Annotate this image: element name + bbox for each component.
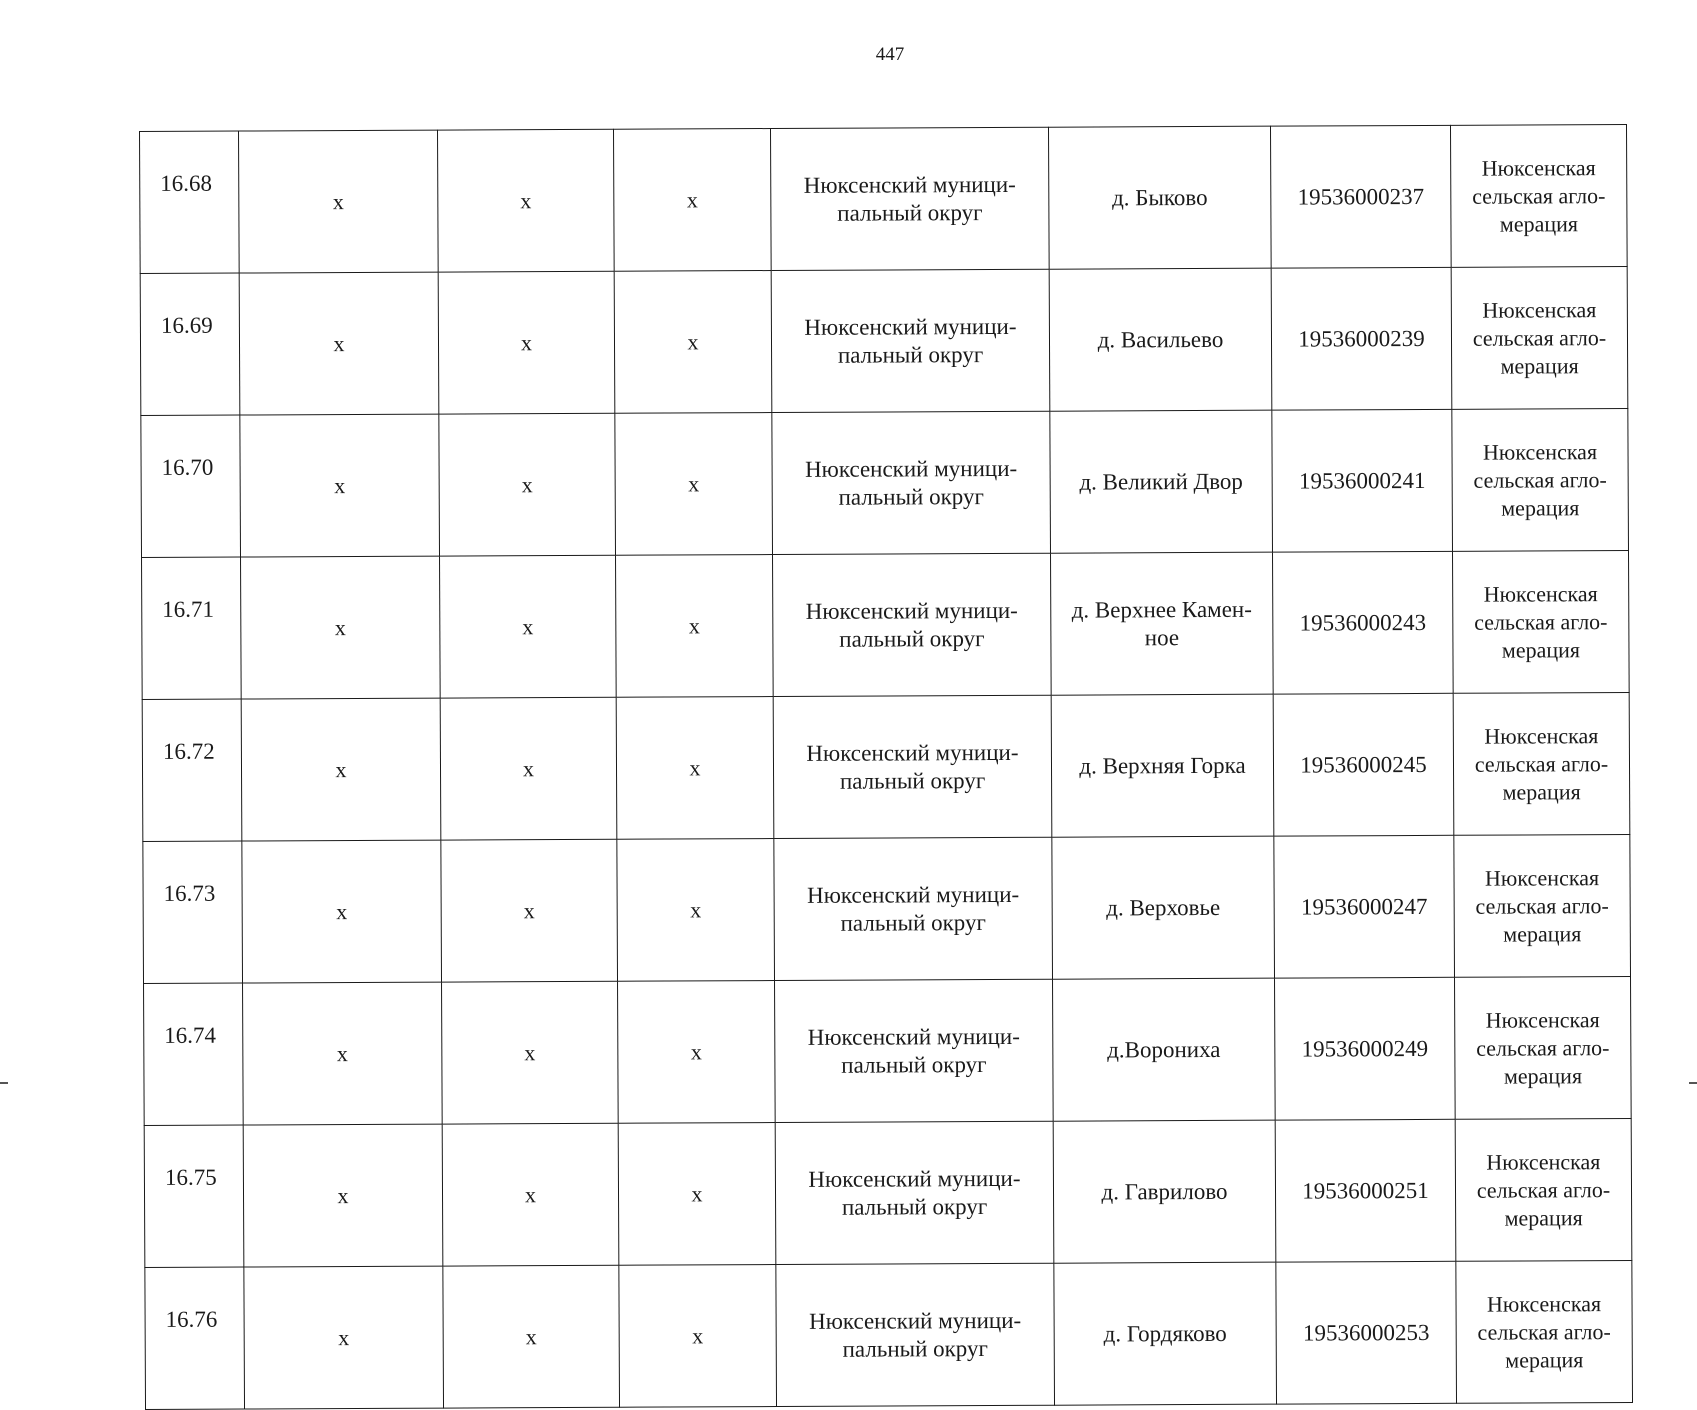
cell-line: Нюксенский муници-: [804, 455, 1018, 482]
x-mark-cell: x: [613, 129, 771, 272]
row-number-cell: 16.72: [142, 699, 242, 841]
district-cell: [771, 269, 1050, 412]
cell-line: сельская агло-: [1475, 892, 1609, 919]
cell-line: Нюксенский муници-: [808, 1307, 1022, 1334]
x-mark-cell: x: [617, 839, 775, 982]
cell-line: пальный округ: [839, 767, 986, 794]
oktmo-code-cell: 19536000249: [1275, 977, 1456, 1120]
settlement-cell: [1053, 1120, 1276, 1263]
cell-line: д. Васильево: [1097, 326, 1224, 352]
cell-line: сельская агло-: [1477, 1318, 1611, 1345]
x-mark-cell: x: [438, 271, 615, 414]
settlement-cell: [1049, 268, 1272, 411]
cell-line: мерация: [1502, 778, 1581, 805]
x-mark-cell: x: [241, 556, 441, 699]
cell-line: Нюксенский муници-: [808, 1165, 1021, 1192]
table-row: [145, 1260, 1633, 1409]
cell-line: сельская агло-: [1472, 182, 1606, 209]
agglomeration-cell: [1451, 266, 1628, 409]
cell-line: мерация: [1501, 636, 1581, 663]
x-mark-cell: x: [619, 1265, 777, 1408]
row-number-cell: 16.71: [142, 557, 242, 699]
settlement-cell: [1050, 410, 1273, 553]
agglomeration-cell: [1453, 692, 1630, 835]
cell-line: сельская агло-: [1476, 1176, 1611, 1203]
oktmo-code-cell: 19536000243: [1272, 551, 1453, 694]
district-cell: [776, 1263, 1055, 1406]
right-edge-mark: [1689, 1082, 1697, 1084]
cell-line: сельская агло-: [1474, 608, 1608, 635]
x-mark-cell: x: [242, 840, 442, 983]
district-cell: [772, 411, 1051, 554]
settlements-table: [139, 124, 1633, 1410]
table-row: [140, 266, 1628, 415]
row-number-cell: 16.70: [141, 415, 241, 557]
agglomeration-cell: [1454, 834, 1631, 977]
x-mark-cell: x: [615, 413, 773, 556]
x-mark-cell: x: [442, 981, 619, 1124]
cell-line: сельская агло-: [1474, 750, 1609, 777]
cell-line: мерация: [1505, 1346, 1584, 1373]
cell-line: Нюксенская: [1482, 296, 1597, 323]
x-mark-cell: x: [443, 1265, 620, 1408]
agglomeration-cell: [1456, 1260, 1633, 1403]
x-mark-cell: x: [239, 272, 439, 415]
district-cell: [775, 1121, 1054, 1264]
oktmo-code-cell: 19536000251: [1275, 1119, 1456, 1262]
cell-line: Нюксенский муници-: [806, 739, 1019, 766]
row-number-cell: 16.68: [140, 131, 240, 273]
row-number-cell: 16.69: [140, 273, 240, 415]
cell-line: Нюксенский муници-: [807, 1023, 1020, 1050]
x-mark-cell: x: [241, 698, 441, 841]
x-mark-cell: x: [239, 130, 439, 273]
cell-line: Нюксенский муници-: [806, 881, 1020, 908]
agglomeration-cell: [1455, 1118, 1632, 1261]
agglomeration-cell: [1452, 408, 1629, 551]
cell-line: Нюксенский муници-: [803, 171, 1016, 198]
district-cell: [773, 553, 1052, 696]
cell-line: Нюксенская: [1484, 722, 1599, 749]
row-number-cell: 16.76: [145, 1267, 245, 1409]
cell-line: д. Быково: [1111, 184, 1208, 210]
oktmo-code-cell: 19536000241: [1272, 409, 1453, 552]
x-mark-cell: x: [618, 1123, 776, 1266]
cell-line: пальный округ: [842, 1335, 988, 1362]
x-mark-cell: x: [244, 1266, 444, 1409]
x-mark-cell: x: [441, 839, 618, 982]
cell-line: пальный округ: [838, 483, 984, 510]
oktmo-code-cell: 19536000237: [1270, 125, 1451, 268]
cell-line: пальный округ: [837, 341, 984, 368]
settlement-cell: [1054, 1262, 1277, 1405]
cell-line: мерация: [1500, 352, 1579, 379]
district-cell: [774, 837, 1053, 980]
settlement-cell: [1052, 836, 1275, 979]
settlement-cell: [1053, 978, 1276, 1121]
x-mark-cell: x: [439, 413, 616, 556]
oktmo-code-cell: 19536000247: [1274, 835, 1455, 978]
table-row: [142, 550, 1630, 699]
table-row: [140, 124, 1628, 273]
cell-line: Нюксенский муници-: [805, 597, 1018, 624]
oktmo-code-cell: 19536000253: [1276, 1261, 1457, 1404]
x-mark-cell: x: [243, 1124, 443, 1267]
cell-line: Нюксенская: [1486, 1148, 1601, 1175]
cell-line: сельская агло-: [1473, 466, 1607, 493]
x-mark-cell: x: [243, 982, 443, 1125]
row-number-cell: 16.74: [144, 983, 244, 1125]
agglomeration-cell: [1452, 550, 1629, 693]
x-mark-cell: x: [440, 555, 617, 698]
x-mark-cell: x: [442, 1123, 619, 1266]
cell-line: Нюксенская: [1486, 1290, 1602, 1317]
table-row: [141, 408, 1629, 557]
cell-line: пальный округ: [839, 625, 985, 652]
agglomeration-cell: [1455, 976, 1632, 1119]
page-number: 447: [875, 44, 905, 65]
cell-line: пальный округ: [837, 199, 983, 226]
settlement-cell: [1051, 694, 1274, 837]
cell-line: Нюксенская: [1485, 1006, 1600, 1033]
cell-line: Нюксенская: [1484, 864, 1600, 891]
table-row: [143, 834, 1631, 983]
district-cell: [770, 127, 1049, 270]
cell-line: пальный округ: [841, 1193, 988, 1220]
cell-line: мерация: [1504, 1204, 1583, 1231]
cell-line: мерация: [1503, 1062, 1583, 1089]
cell-line: д. Гордяково: [1103, 1320, 1227, 1346]
cell-line: мерация: [1503, 920, 1582, 947]
cell-line: Нюксенская: [1482, 438, 1598, 465]
table-body: [140, 124, 1633, 1409]
cell-line: д. Гаврилово: [1101, 1178, 1228, 1204]
table-row: [142, 692, 1630, 841]
x-mark-cell: x: [614, 271, 772, 414]
left-edge-mark: [0, 1082, 8, 1084]
cell-line: мерация: [1499, 210, 1579, 237]
cell-line: мерация: [1501, 494, 1580, 521]
settlement-cell: [1048, 126, 1271, 269]
cell-line: д.Ворониха: [1107, 1036, 1221, 1062]
cell-line: д. Верхняя Горка: [1079, 752, 1246, 779]
row-number-cell: 16.75: [144, 1125, 244, 1267]
district-cell: [773, 695, 1052, 838]
x-mark-cell: x: [437, 129, 614, 272]
cell-line: Нюксенский муници-: [804, 313, 1017, 340]
cell-line: д. Великий Двор: [1079, 468, 1243, 495]
cell-line: ное: [1144, 624, 1180, 650]
cell-line: д. Верхнее Камен-: [1071, 596, 1252, 623]
x-mark-cell: x: [616, 697, 774, 840]
cell-line: Нюксенская: [1481, 154, 1596, 181]
x-mark-cell: x: [618, 981, 776, 1124]
oktmo-code-cell: 19536000239: [1271, 267, 1452, 410]
cell-line: д. Верховье: [1106, 894, 1221, 920]
oktmo-code-cell: 19536000245: [1273, 693, 1454, 836]
cell-line: пальный округ: [840, 909, 986, 936]
table-row: [144, 1118, 1632, 1267]
cell-line: Нюксенская: [1483, 580, 1598, 607]
row-number-cell: 16.73: [143, 841, 243, 983]
district-cell: [775, 979, 1054, 1122]
cell-line: сельская агло-: [1472, 324, 1607, 351]
cell-line: пальный округ: [841, 1051, 987, 1078]
settlement-cell: [1050, 552, 1273, 695]
x-mark-cell: x: [616, 555, 774, 698]
cell-line: сельская агло-: [1476, 1034, 1610, 1061]
x-mark-cell: x: [240, 414, 440, 557]
agglomeration-cell: [1450, 124, 1627, 267]
table-row: [144, 976, 1632, 1125]
x-mark-cell: x: [440, 697, 617, 840]
